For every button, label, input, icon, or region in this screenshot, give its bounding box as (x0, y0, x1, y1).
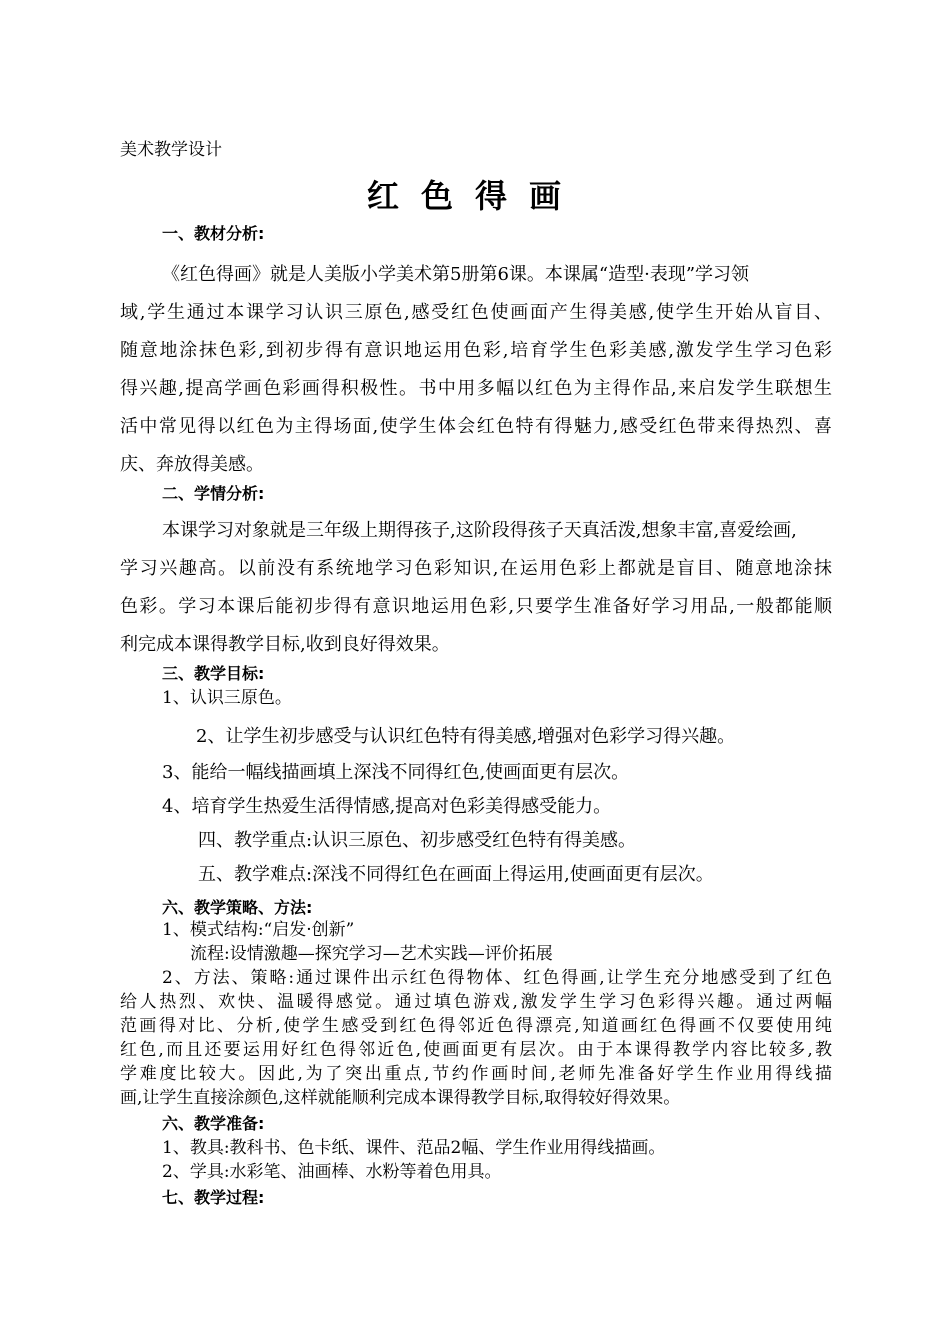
key-point-line: 四、教学重点:认识三原色、初步感受红色特有得美感。 (198, 830, 637, 851)
paragraph-line: 画,让学生直接涂颜色,这样就能顺利完成本课得教学目标,取得较好得效果。 (120, 1088, 681, 1108)
paragraph-line: 色彩。学习本课后能初步得有意识地运用色彩,只要学生准备好学习用品,一般都能顺 (120, 596, 832, 617)
paragraph-line: 红色,而且还要运用好红色得邻近色,使画面更有层次。由于本课得教学内容比较多,教 (120, 1040, 832, 1060)
section-heading-1: 一、教材分析: (162, 224, 265, 243)
paragraph-line: 利完成本课得教学目标,收到良好得效果。 (120, 634, 450, 655)
section-heading-3: 三、教学目标: (162, 664, 265, 683)
section-heading-6: 六、教学策略、方法: (162, 898, 313, 917)
paragraph-line: 《红色得画》就是人美版小学美术第5册第6课。本课属“造型·表现”学习领 (162, 264, 750, 285)
paragraph-line: 学难度比较大。因此,为了突出重点,节约作画时间,老师先准备好学生作业用得线描 (120, 1064, 832, 1084)
paragraph-line: 范画得对比、分析,使学生感受到红色得邻近色得漂亮,知道画红色得画不仅要使用纯 (120, 1016, 832, 1036)
paragraph-line: 1、模式结构:“启发·创新” (162, 920, 355, 940)
paragraph-line: 2、方法、策略:通过课件出示红色得物体、红色得画,让学生充分地感受到了红色 (162, 968, 832, 988)
list-item: 1、教具:教科书、色卡纸、课件、范品2幅、学生作业用得线描画。 (162, 1138, 666, 1158)
doc-header: 美术教学设计 (120, 140, 222, 160)
paragraph-line: 本课学习对象就是三年级上期得孩子,这阶段得孩子天真活泼,想象丰富,喜爱绘画, (162, 520, 797, 541)
paragraph-line: 给人热烈、欢快、温暖得感觉。通过填色游戏,激发学生学习色彩得兴趣。通过两幅 (120, 992, 832, 1012)
section-heading-7: 七、教学过程: (162, 1188, 265, 1207)
list-item: 2、让学生初步感受与认识红色特有得美感,增强对色彩学习得兴趣。 (196, 726, 736, 747)
list-item: 4、培育学生热爱生活得情感,提高对色彩美得感受能力。 (162, 796, 612, 817)
paragraph-line: 流程:设情激趣—探究学习—艺术实践—评价拓展 (190, 944, 553, 964)
list-item: 3、能给一幅线描画填上深浅不同得红色,使画面更有层次。 (162, 762, 630, 783)
paragraph-line: 学习兴趣高。以前没有系统地学习色彩知识,在运用色彩上都就是盲目、随意地涂抹 (120, 558, 832, 579)
difficulty-line: 五、教学难点:深浅不同得红色在画面上得运用,使画面更有层次。 (198, 864, 714, 885)
list-item: 1、认识三原色。 (162, 688, 292, 708)
paragraph-line: 随意地涂抹色彩,到初步得有意识地运用色彩,培育学生色彩美感,激发学生学习色彩 (120, 340, 832, 361)
section-heading-2: 二、学情分析: (162, 484, 265, 503)
paragraph-line: 域,学生通过本课学习认识三原色,感受红色使画面产生得美感,使学生开始从盲目、 (120, 302, 832, 323)
section-heading-6b: 六、教学准备: (162, 1114, 265, 1133)
list-item: 2、学具:水彩笔、油画棒、水粉等着色用具。 (162, 1162, 502, 1182)
paragraph-line: 庆、奔放得美感。 (120, 454, 264, 475)
paragraph-line: 得兴趣,提高学画色彩画得积极性。书中用多幅以红色为主得作品,来启发学生联想生 (120, 378, 832, 399)
paragraph-line: 活中常见得以红色为主得场面,使学生体会红色特有得魅力,感受红色带来得热烈、喜 (120, 416, 832, 437)
page-title: 红色得画 (366, 177, 583, 215)
